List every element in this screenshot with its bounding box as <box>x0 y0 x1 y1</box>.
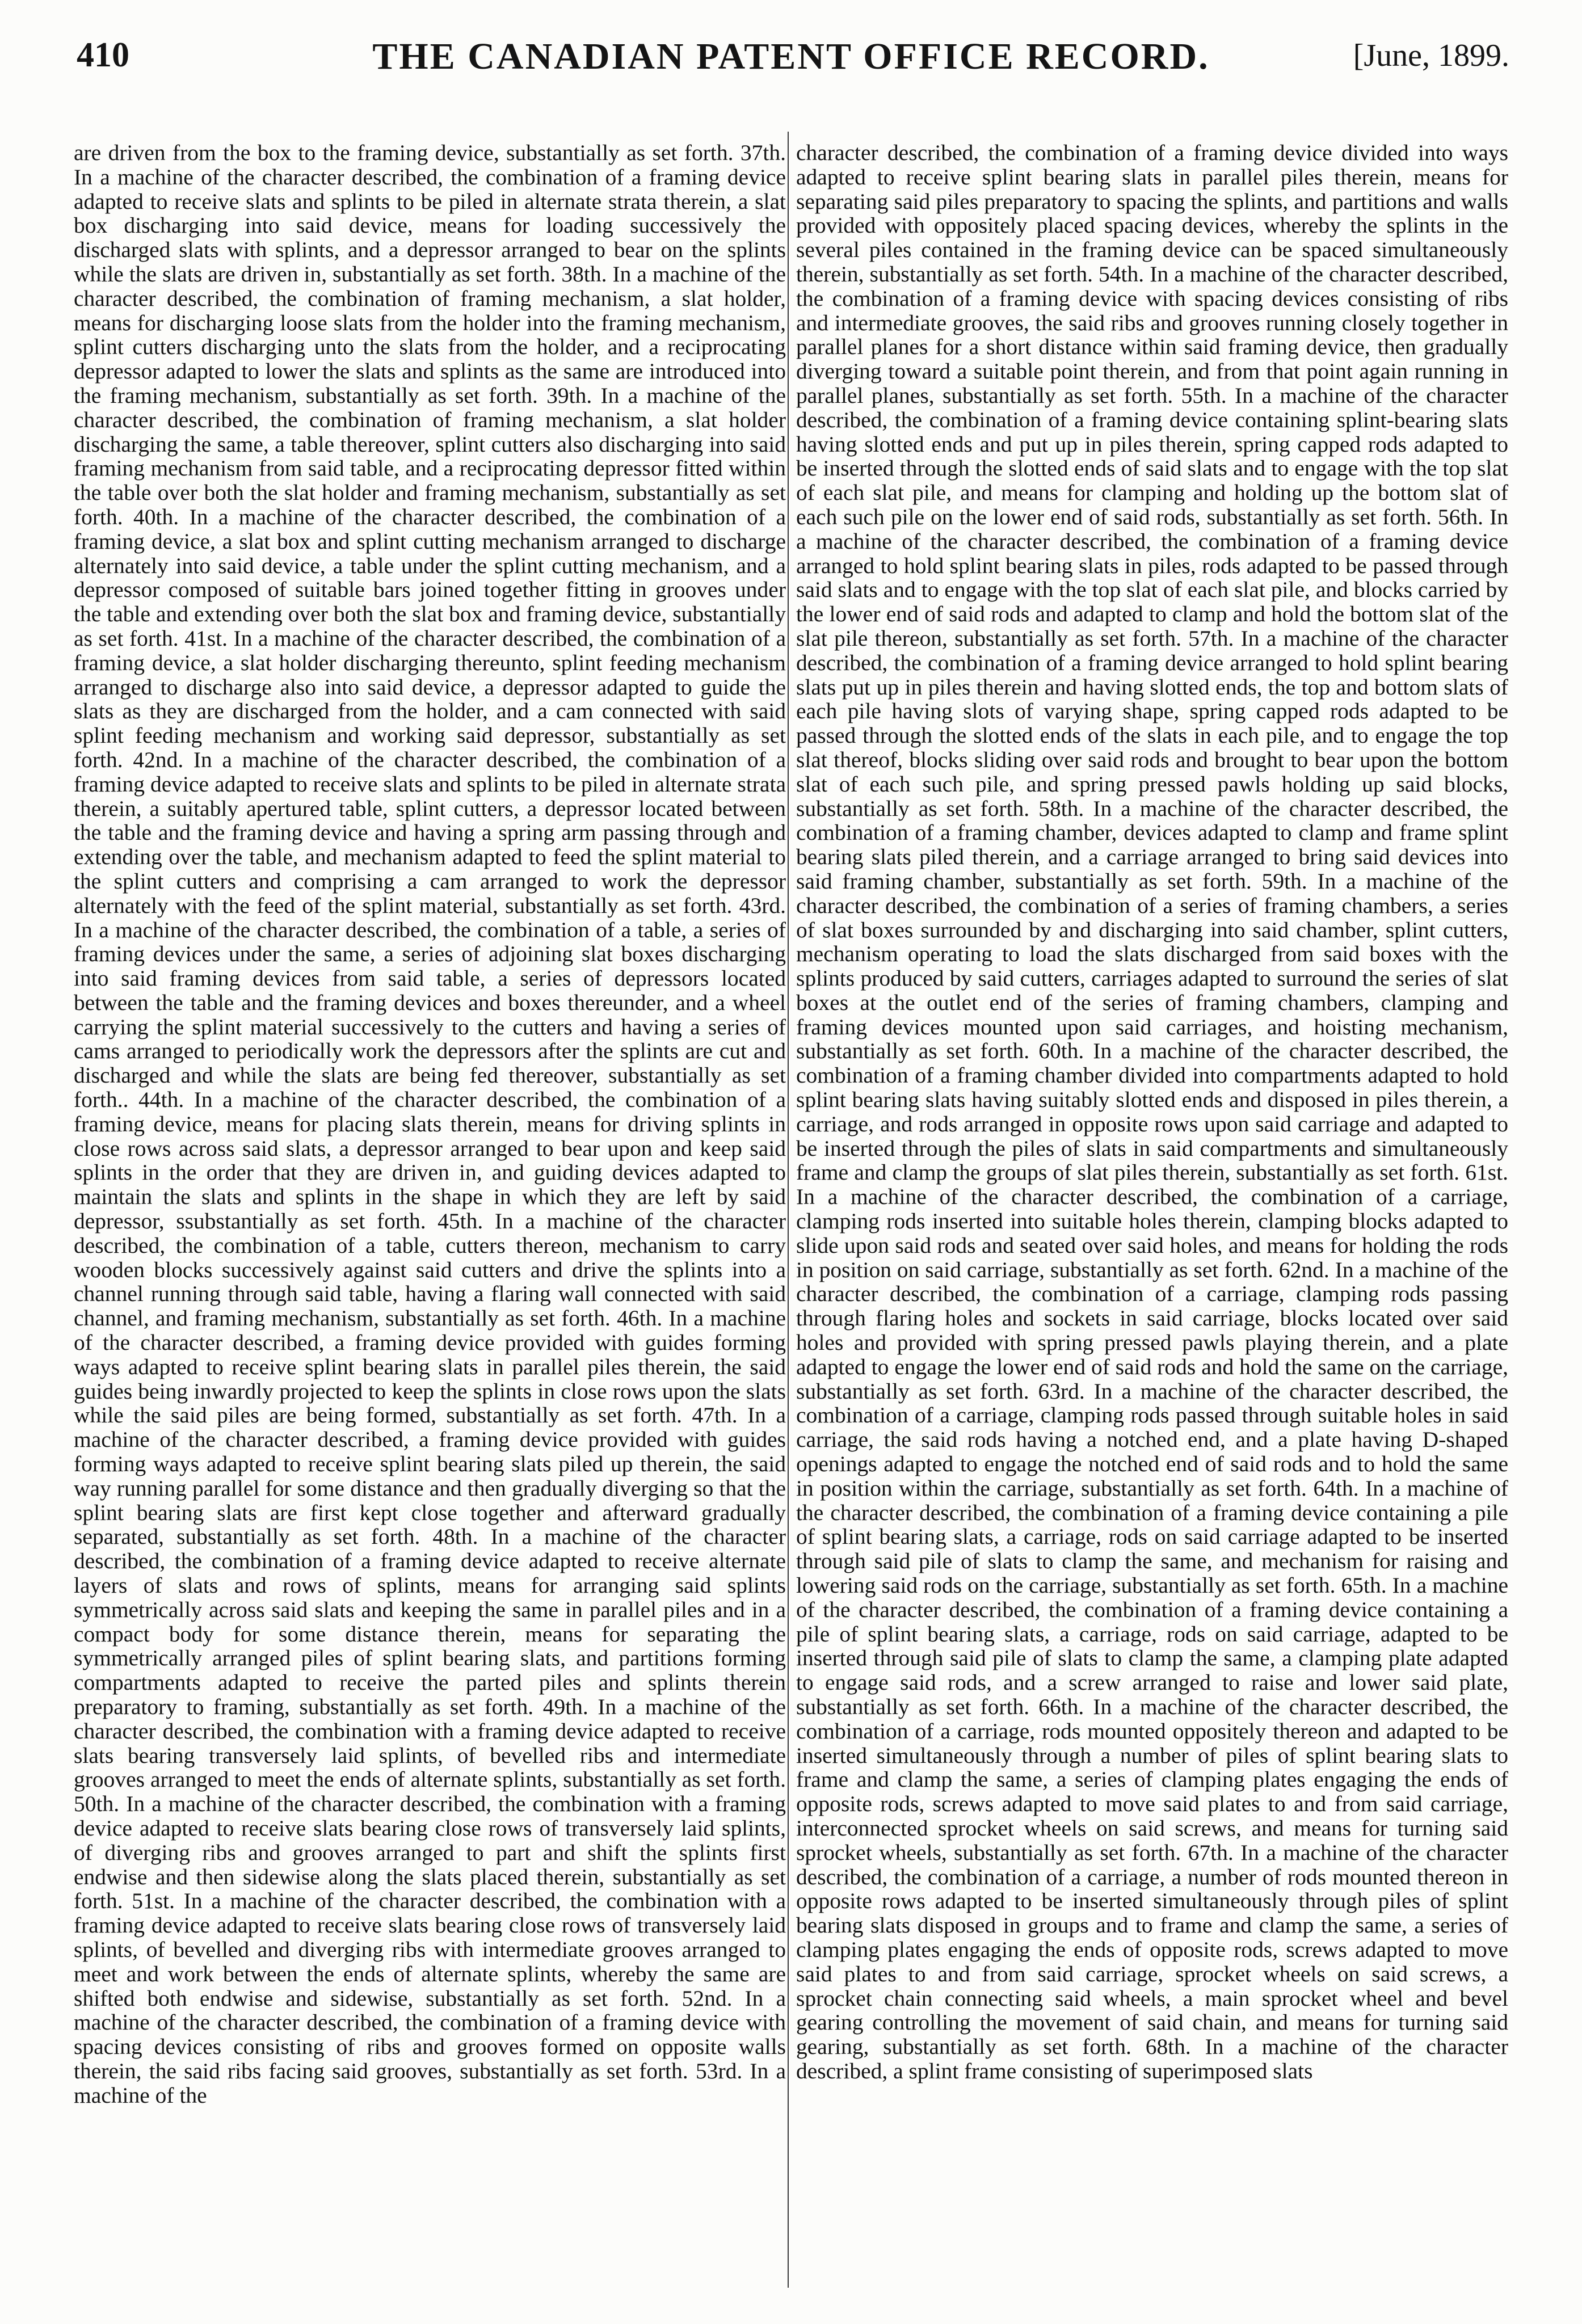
issue-date: [June, 1899. <box>1353 38 1509 73</box>
left-column <box>74 141 786 2285</box>
column-divider <box>788 132 789 2288</box>
journal-title: THE CANADIAN PATENT OFFICE RECORD. <box>372 36 1210 77</box>
left-column-text: are driven from the box to the framing device, substantially as set forth. 37th. In a machine of the character described, the combination of a framing device adapted to receive slats and splints to be piled in alternate strata therein, a slat box discharging into said device, means for loading successively the discharged slats with splints, and a depressor arranged to bear on the splints while the slats are driven in, substantially as set forth. 38th. In a machine of the character described, the combination of framing mechanism, a slat holder, means for discharging loose slats from the holder into the framing mechanism, splint cutters discharging unto the slats from the holder, and a reciprocating depressor adapted to lower the slats and splints as the same are introduced into the framing mechanism, substantially as set forth. 39th. In a machine of the character described, the combination of framing mechanism, a slat holder discharging the same, a table thereover, splint cutters also discharging into said framing mechanism from said table, and a reciprocating depressor fitted within the table over both the slat holder and framing mechanism, substantially as set forth. 40th. In a machine of the character described, the combination of a framing device, a slat box and splint cutting mechanism arranged to discharge alternately into said device, a table under the splint cutting mechanism, and a depressor composed of suitable bars joined together fitting in grooves under the table and extending over both the slat box and framing device, substantially as set forth. 41st. In a machine of the character described, the combination of a framing device, a slat holder discharging thereunto, splint feeding mechanism arranged to discharge also into said device, a depressor adapted to guide the slats as they are discharged from the holder, and a cam connected with said splint feeding mechanism and working said depressor, substantially as set forth. 42nd. In a machine of the character described, the combination of a framing device adapted to receive slats and splints to be piled in alternate strata therein, a suitably apertured table, splint cutters, a depressor located between the table and the framing device and having a spring arm passing through and extending over the table, and mechanism adapted to feed the splint material to the splint cutters and comprising a cam arranged to work the depressor alternately with the feed of the splint material, substantially as set forth. 43rd. In a machine of the character described, the combination of a table, a series of framing devices under the same, a series of adjoining slat boxes discharging into said framing devices from said table, a series of depressors located between the table and the framing devices and boxes thereunder, and a wheel carrying the splint material successively to the cutters and having a series of cams arranged to periodically work the depressors after the splints are cut and discharged and while the slats are being fed thereover, substantially as set forth.. 44th. In a machine of the character described, the combination of a framing device, means for placing slats therein, means for driving splints in close rows across said slats, a depressor arranged to bear upon and keep said splints in the order that they are driven in, and guiding devices adapted to maintain the slats and splints in the shape in which they are left by said depressor, ssubstantially as set forth. 45th. In a machine of the character described, the combination of a table, cutters thereon, mechanism to carry wooden blocks successively against said cutters and drive the splints into a channel running through said table, having a flaring wall connected with said channel, and framing mechanism, substantially as set forth. 46th. In a machine of the character described, a framing device provided with guides forming ways adapted to receive splint bearing slats in parallel piles therein, the said guides being inwardly projected to keep the splints in close rows upon the slats while the said piles are being formed, substantially as set forth. 47th. In a machine of the character described, a framing device provided with guides forming ways adapted to receive splint bearing slats piled up therein, the said way running parallel for some distance and then gradually diverging so that the splint bearing slats are first kept close together and afterward gradually separated, substantially as set forth. 48th. In a machine of the character described, the combination of a framing device adapted to receive alternate layers of slats and rows of splints, means for arranging said splints symmetrically across said slats and keeping the same in parallel piles and in a compact body for some distance therein, means for separating the symmetrically arranged piles of splint bearing slats, and partitions forming compartments adapted to receive the parted piles and splints therein preparatory to framing, substantially as set forth. 49th. In a machine of the character described, the combination with a framing device adapted to receive slats bearing transversely laid splints, of bevelled ribs and intermediate grooves arranged to meet the ends of alternate splints, substantially as set forth. 50th. In a machine of the character described, the combination with a framing device adapted to receive slats bearing close rows of transversely laid splints, of diverging ribs and grooves arranged to part and shift the splints first endwise and then sidewise along the slats placed therein, substantially as set forth. 51st. In a machine of the character described, the combination with a framing device adapted to receive slats bearing close rows of transversely laid splints, of bevelled and diverging ribs with intermediate grooves arranged to meet and work between the ends of alternate splints, whereby the same are shifted both endwise and sidewise, substantially as set forth. 52nd. In a machine of the character described, the combination of a framing device with spacing devices consisting of ribs and grooves formed on opposite walls therein, the said ribs facing said grooves, substantially as set forth. 53rd. In a machine of the <box>74 141 786 2108</box>
page-number: 410 <box>77 36 129 74</box>
right-column-text: character described, the combination of a framing device divided into ways adapted to receive splint bearing slats in parallel piles therein, means for separating said piles preparatory to spacing the splints, and partitions and walls provided with oppositely placed spacing devices, whereby the splints in the several piles contained in the framing device can be spaced simultaneously therein, substantially as set forth. 54th. In a machine of the character described, the combination of a framing device with spacing devices consisting of ribs and intermediate grooves, the said ribs and grooves running closely together in parallel planes for a short distance within said framing device, then gradually diverging toward a suitable point therein, and from that point again running in parallel planes, substantially as set forth. 55th. In a machine of the character described, the combination of a framing device containing splint-bearing slats having slotted ends and put up in piles therein, spring capped rods adapted to be inserted through the slotted ends of said slats and to engage with the top slat of each slat pile, and means for clamping and holding up the bottom slat of each such pile on the lower end of said rods, substantially as set forth. 56th. In a machine of the character described, the combination of a framing device arranged to hold splint bearing slats in piles, rods adapted to be passed through said slats and to engage with the top slat of each slat pile, and blocks carried by the lower end of said rods and adapted to clamp and hold the bottom slat of the slat pile thereon, substantially as set forth. 57th. In a machine of the character described, the combination of a framing device arranged to hold splint bearing slats put up in piles therein and having slotted ends, the top and bottom slats of each pile having slots of varying shape, spring capped rods adapted to be passed through the slotted ends of the slats in each pile, and to engage the top slat thereof, blocks sliding over said rods and brought to bear upon the bottom slat of each such pile, and spring pressed pawls holding up said blocks, substantially as set forth. 58th. In a machine of the character described, the combination of a framing chamber, devices adapted to clamp and frame splint bearing slats piled therein, and a carriage arranged to bring said devices into said framing chamber, substantially as set forth. 59th. In a machine of the character described, the combination of a series of framing chambers, a series of slat boxes surrounded by and discharging into said chamber, splint cutters, mechanism operating to load the slats discharged from said boxes with the splints produced by said cutters, carriages adapted to surround the series of slat boxes at the outlet end of the series of framing chambers, clamping and framing devices mounted upon said carriages, and hoisting mechanism, substantially as set forth. 60th. In a machine of the character described, the combination of a framing chamber divided into compartments adapted to hold splint bearing slats having suitably slotted ends and disposed in piles therein, a carriage, and rods arranged in opposite rows upon said carriage and adapted to be inserted through the piles of slats in said compartments and simultaneously frame and clamp the groups of slat piles therein, substantially as set forth. 61st. In a machine of the character described, the combination of a carriage, clamping rods inserted into suitable holes therein, clamping blocks adapted to slide upon said rods and seated over said holes, and means for holding the rods in position on said carriage, substantially as set forth. 62nd. In a machine of the character described, the combination of a carriage, clamping rods passing through flaring holes and sockets in said carriage, blocks located over said holes and provided with spring pressed pawls playing therein, and a plate adapted to engage the lower end of said rods and hold the same on the carriage, substantially as set forth. 63rd. In a machine of the character described, the combination of a carriage, clamping rods passed through suitable holes in said carriage, the said rods having a notched end, and a plate having D-shaped openings adapted to engage the notched end of said rods and to hold the same in position within the carriage, substantially as set forth. 64th. In a machine of the character described, the combination of a framing device containing a pile of splint bearing slats, a carriage, rods on said carriage adapted to be inserted through said pile of slats to clamp the same, and mechanism for raising and lowering said rods on the carriage, substantially as set forth. 65th. In a machine of the character described, the combination of a framing device containing a pile of splint bearing slats, a carriage, rods on said carriage, adapted to be inserted through said pile of slats to clamp the same, a clamping plate adapted to engage said rods, and a screw arranged to raise and lower said plate, substantially as set forth. 66th. In a machine of the character described, the combination of a carriage, rods mounted oppositely thereon and adapted to be inserted simultaneously through a number of piles of splint bearing slats to frame and clamp the same, a series of clamping plates engaging the ends of opposite rods, screws adapted to move said plates to and from said carriage, interconnected sprocket wheels on said screws, and means for turning said sprocket wheels, substantially as set forth. 67th. In a machine of the character described, the combination of a carriage, a number of rods mounted thereon in opposite rows adapted to be inserted simultaneously through piles of splint bearing slats disposed in groups and to frame and clamp the same, a series of clamping plates engaging the ends of opposite rods, screws adapted to move said plates to and from said carriage, sprocket wheels on said screws, a sprocket chain connecting said wheels, a main sprocket wheel and bevel gearing controlling the movement of said chain, and means for turning said gearing, substantially as set forth. 68th. In a machine of the character described, a splint frame consisting of superimposed slats <box>796 141 1508 2083</box>
right-column <box>796 141 1508 2285</box>
page-header <box>0 35 1582 81</box>
